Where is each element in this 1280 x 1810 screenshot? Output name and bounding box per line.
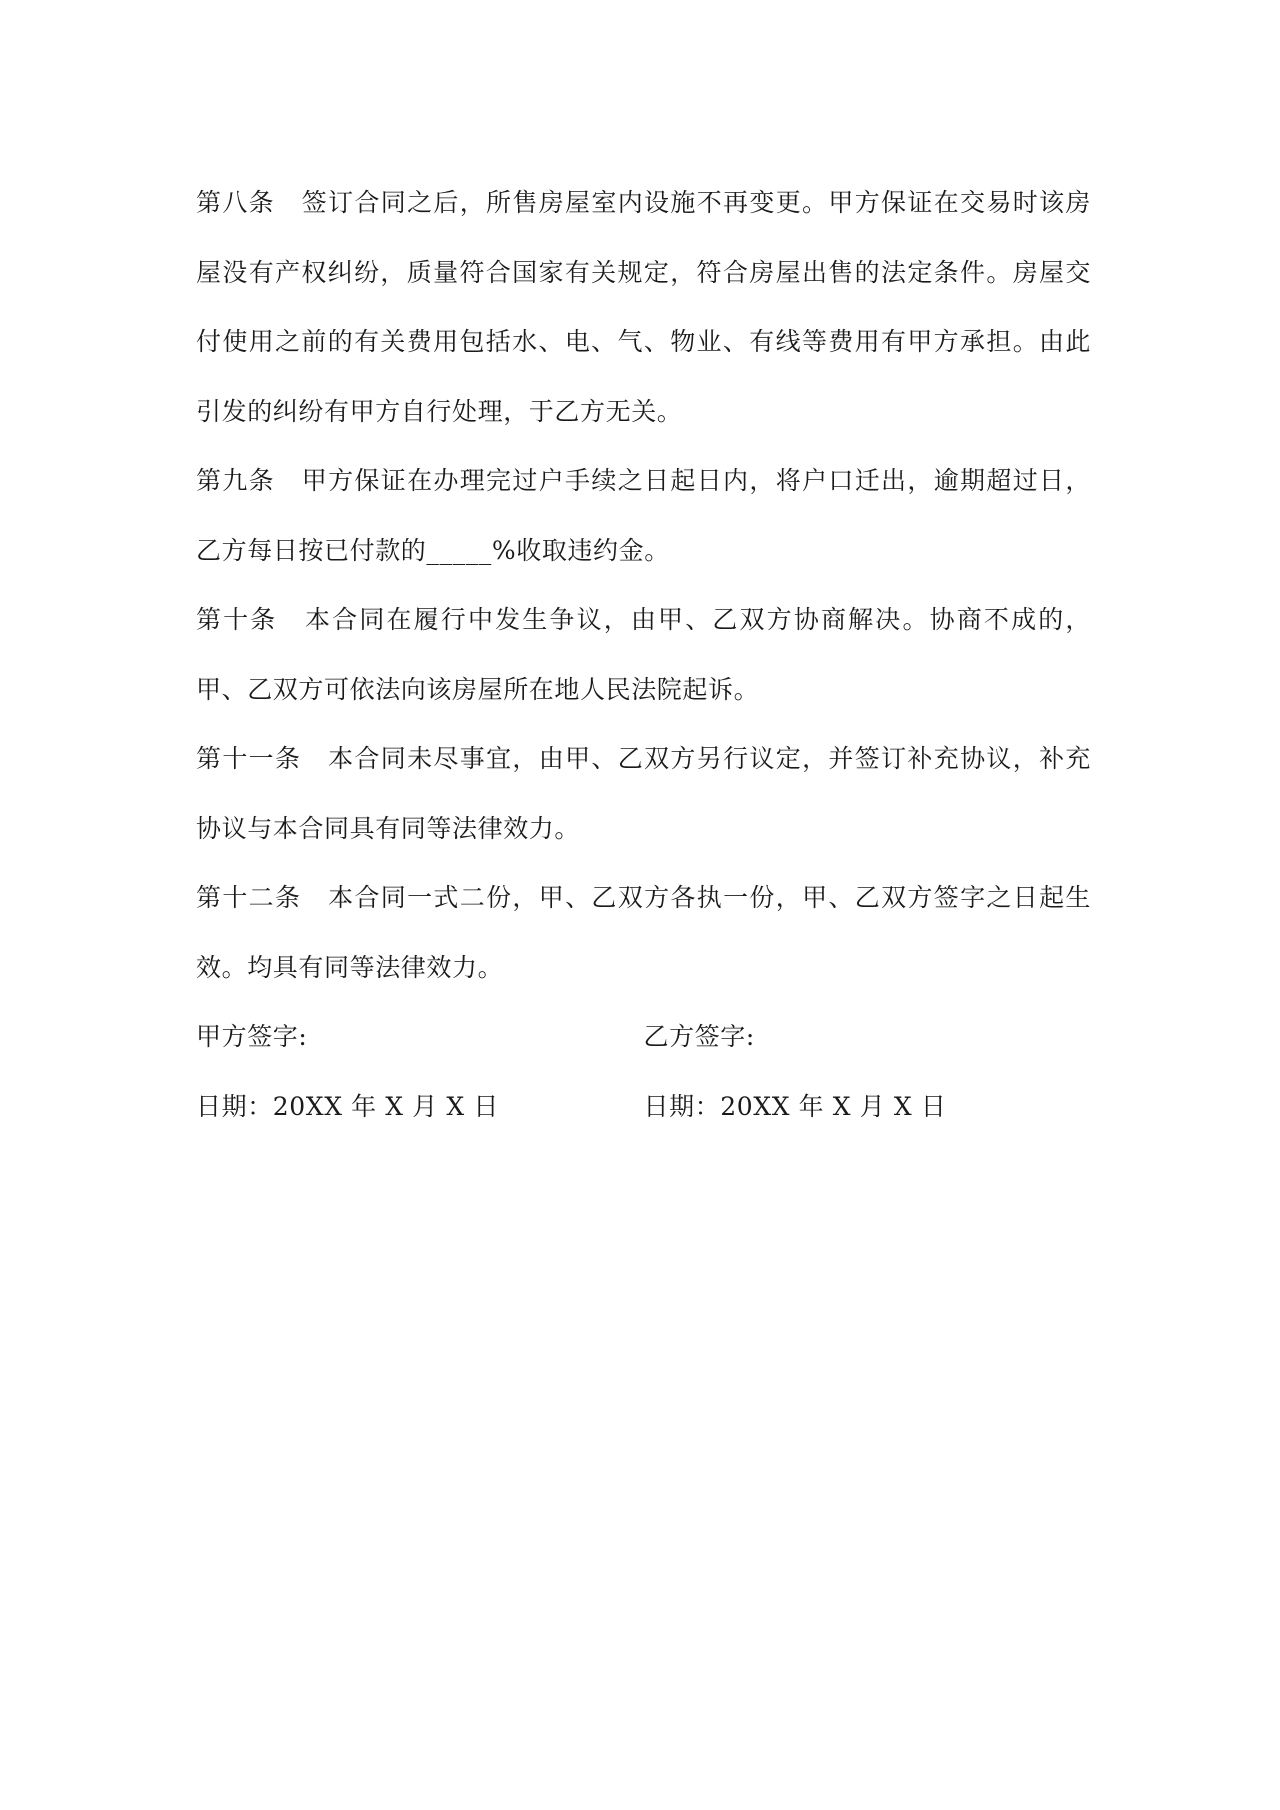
clause-9 (196, 446, 1091, 585)
clause-8 (196, 168, 1091, 446)
clause-11 (196, 724, 1091, 863)
party-b-signature-label: 乙方签字: (643, 1022, 755, 1051)
clause-number: 第十条 (196, 605, 278, 634)
clause-number: 第八条 (196, 188, 275, 217)
clause-12 (196, 863, 1091, 1002)
party-a-signature-label: 甲方签字: (196, 1022, 308, 1051)
signature-row (196, 1002, 1091, 1072)
clause-text: 本合同在履行中发生争议，由甲、乙双方协商解决。协商不成的，甲、乙双方可依法向该房屋所在地人民法院起诉。 (196, 605, 1091, 704)
party-a-date: 日期：20XX 年 X 月 X 日 (196, 1091, 499, 1121)
date-row (196, 1072, 1091, 1142)
clause-10 (196, 585, 1091, 724)
clause-number: 第九条 (196, 466, 275, 495)
clause-text: 签订合同之后，所售房屋室内设施不再变更。甲方保证在交易时该房屋没有产权纠纷，质量符合国家有关规定，符合房屋出售的法定条件。房屋交付使用之前的有关费用包括水、电、气、物业、有线等费用有甲方承担。由此引发的纠纷有甲方自行处理，于乙方无关。 (196, 188, 1091, 426)
party-b-date: 日期：20XX 年 X 月 X 日 (643, 1091, 947, 1121)
clause-number: 第十一条 (196, 744, 302, 773)
clause-text: 本合同一式二份，甲、乙双方各执一份，甲、乙双方签字之日起生效。均具有同等法律效力。 (196, 883, 1092, 982)
clause-text: 本合同未尽事宜，由甲、乙双方另行议定，并签订补充协议，补充协议与本合同具有同等法律效力。 (196, 744, 1092, 843)
clause-text: 甲方保证在办理完过户手续之日起日内，将户口迁出，逾期超过日，乙方每日按已付款的_____%收取违约金。 (196, 466, 1091, 565)
document-page (196, 168, 1091, 1141)
clause-number: 第十二条 (196, 883, 302, 912)
